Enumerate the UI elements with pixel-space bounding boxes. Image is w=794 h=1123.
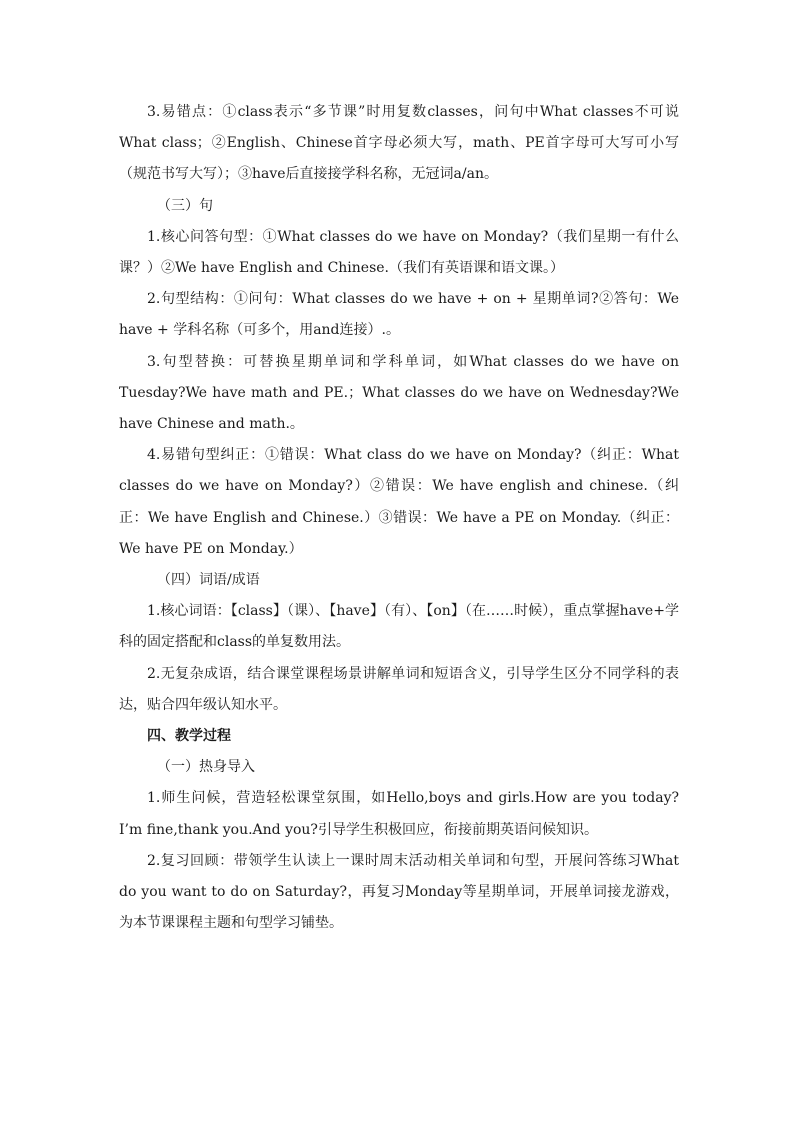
paragraph-no-idioms: 2.无复杂成语，结合课堂课程场景讲解单词和短语含义，引导学生区分不同学科的表达，贴合四年级认知水平。 [119, 665, 679, 713]
paragraph-core-sentences: 1.核心问答句型：①What classes do we have on Monday?（我们星期一有什么课？）②We have English and Chinese.（我们有英语课和语文课。） [119, 228, 679, 277]
subheading-warm-up: （一）热身导入 [157, 759, 255, 776]
document-page [119, 97, 679, 939]
paragraph-error-points: 3.易错点：①class表示“多节课”时用复数classes，问句中What classes不可说What class；②English、Chinese首字母必须大写，math、PE首字母可大写可小写（规范书写大写）；③have后直接接学科名称，无冠词a/an。 [119, 104, 679, 183]
paragraph-core-words: 1.核心词语：【class】（课）、【have】（有）、【on】（在……时候），重点掌握have+学科的固定搭配和class的单复数用法。 [119, 603, 679, 651]
paragraph-sentence-structure: 2.句型结构：①问句：What classes do we have + on + 星期单词?②答句：We have + 学科名称（可多个，用and连接）.。 [119, 291, 679, 339]
paragraph-sentence-substitution: 3.句型替换：可替换星期单词和学科单词，如What classes do we have on Tuesday?We have math and PE.；What classes do we have on Wednesday?We have Chinese and math.。 [119, 353, 679, 433]
subheading-sentences: （三）句 [157, 197, 213, 214]
paragraph-review: 2.复习回顾：带领学生认读上一课时周末活动相关单词和句型，开展问答练习What do you want to do on Saturday?，再复习Monday等星期单词，开展单词接龙游戏，为本节课课程主题和句型学习铺垫。 [119, 852, 679, 932]
subheading-words: （四）词语/成语 [157, 572, 260, 589]
paragraph-error-correction: 4.易错句型纠正：①错误：What class do we have on Monday?（纠正：What classes do we have on Monday?）②错误：We have english and chinese.（纠正：We have English and Chinese.）③错误：We have a PE on Monday.（纠正：We have PE on Monday.） [119, 447, 679, 557]
paragraph-greeting: 1.师生问候，营造轻松课堂氛围，如Hello,boys and girls.How are you today?I’m fine,thank you.And you?引导学生积极回应，衔接前期英语问候知识。 [119, 790, 679, 838]
section-heading-teaching-process: 四、教学过程 [147, 728, 231, 745]
